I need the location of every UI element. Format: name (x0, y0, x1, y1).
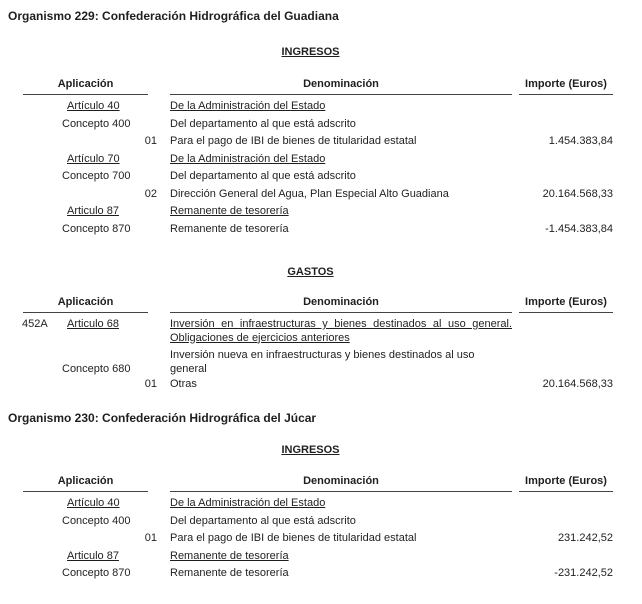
denominacion-cell: Del departamento al que está adscrito (170, 170, 356, 182)
gap-cell (158, 203, 170, 221)
program-cell (8, 186, 56, 204)
program-cell (8, 376, 56, 394)
denominacion-cell: De la Administración del Estado (170, 152, 326, 165)
gap-cell (158, 513, 170, 531)
importe-cell (512, 349, 613, 376)
denominacion-cell: Remanente de tesorería (170, 222, 289, 235)
aplicacion-cell: Concepto 400 (62, 514, 131, 527)
ingresos-230-table (8, 475, 613, 583)
aplicacion-cell: Concepto 400 (62, 117, 131, 130)
aplicacion-cell: Articulo 68 (67, 318, 119, 330)
program-cell (8, 495, 56, 513)
table-row (8, 318, 613, 345)
table-row (8, 221, 613, 239)
column-header-importe: Importe (Euros) (519, 78, 613, 95)
subconcepto-code-cell: 01 (144, 378, 157, 390)
gap-cell (158, 376, 170, 394)
program-cell: 452A (22, 318, 48, 330)
column-header-importe: Importe (Euros) (519, 475, 613, 492)
program-cell (8, 98, 56, 116)
aplicacion-cell: Articulo 87 (67, 205, 119, 217)
gap-cell (158, 186, 170, 204)
importe-cell (512, 116, 613, 134)
table-row (8, 98, 613, 116)
column-header-aplicacion: Aplicación (23, 78, 148, 95)
table-row (8, 168, 613, 186)
ingresos-label: INGRESOS (281, 444, 340, 456)
denominacion-cell: De la Administración del Estado (170, 497, 326, 509)
importe-cell (512, 98, 613, 116)
importe-cell (512, 548, 613, 566)
program-cell (8, 548, 56, 566)
importe-cell (512, 151, 613, 169)
gap-cell (158, 548, 170, 566)
aplicacion-cell: Articulo 87 (67, 549, 119, 562)
organismo-229-heading: Organismo 229: Confederación Hidrográfica del Guadiana (8, 9, 339, 23)
aplicacion-cell: Concepto 870 (62, 567, 131, 579)
gap-cell (158, 565, 170, 583)
importe-cell (512, 203, 613, 221)
ingresos-230-title (8, 444, 613, 456)
aplicacion-cell: Artículo 70 (67, 152, 120, 165)
column-header-denominacion: Denominación (170, 78, 512, 95)
program-cell (8, 168, 56, 186)
table-row (8, 565, 613, 583)
gap-cell (158, 151, 170, 169)
column-header-denominacion: Denominación (170, 296, 512, 313)
column-header-importe: Importe (Euros) (519, 296, 613, 313)
denominacion-cell: Otras (170, 378, 197, 390)
organismo-230-heading: Organismo 230: Confederación Hidrográfica del Júcar (8, 411, 317, 425)
table-header-row (8, 296, 613, 313)
denominacion-cell: Inversión en infraestructuras y bienes destinados al uso general. Obligaciones de ejercicios anteriores (170, 318, 512, 344)
program-cell (8, 565, 56, 583)
program-cell (8, 116, 56, 134)
denominacion-cell: Inversión nueva en infraestructuras y bienes destinados al uso general (170, 349, 475, 375)
importe-cell: 231.242,52 (557, 532, 613, 544)
table-row (8, 548, 613, 566)
column-header-aplicacion: Aplicación (23, 296, 148, 313)
subconcepto-code-cell: 02 (144, 187, 157, 200)
importe-cell (512, 168, 613, 186)
importe-cell (512, 495, 613, 513)
gap-cell (158, 349, 170, 376)
program-cell (8, 349, 56, 376)
denominacion-cell: De la Administración del Estado (170, 100, 326, 112)
gastos-229-title (8, 266, 613, 278)
aplicacion-cell: Concepto 700 (62, 170, 131, 182)
table-row (8, 530, 613, 548)
denominacion-cell: Del departamento al que está adscrito (170, 117, 356, 130)
importe-cell: 20.164.568,33 (542, 187, 613, 200)
table-row (8, 151, 613, 169)
table-header-row (8, 78, 613, 95)
table-row (8, 133, 613, 151)
table-row (8, 349, 613, 376)
aplicacion-cell: Artículo 40 (67, 497, 120, 509)
gap-cell (158, 530, 170, 548)
ingresos-label: INGRESOS (281, 46, 340, 58)
denominacion-cell: Para el pago de IBI de bienes de titularidad estatal (170, 532, 417, 544)
aplicacion-cell: Concepto 870 (62, 222, 131, 235)
subconcepto-code-cell: 01 (144, 532, 157, 544)
gap-cell (158, 98, 170, 116)
importe-cell: 1.454.383,84 (548, 135, 613, 147)
subconcepto-code-cell: 01 (144, 135, 157, 147)
importe-cell: -231.242,52 (554, 567, 613, 579)
program-cell (8, 151, 56, 169)
ingresos-229-title (8, 46, 613, 58)
table-row (8, 116, 613, 134)
aplicacion-cell: Concepto 680 (62, 362, 131, 375)
program-cell (8, 133, 56, 151)
column-header-denominacion: Denominación (170, 475, 512, 492)
program-cell (8, 203, 56, 221)
gap-cell (158, 221, 170, 239)
importe-cell: 20.164.568,33 (542, 378, 613, 390)
denominacion-cell: Del departamento al que está adscrito (170, 514, 356, 527)
program-cell (8, 513, 56, 531)
denominacion-cell: Remanente de tesorería (170, 549, 289, 562)
table-row (8, 376, 613, 394)
program-cell (8, 530, 56, 548)
gap-cell (158, 495, 170, 513)
table-header-row (8, 475, 613, 492)
column-header-aplicacion: Aplicación (23, 475, 148, 492)
ingresos-229-table (8, 78, 613, 238)
table-row (8, 186, 613, 204)
table-row (8, 495, 613, 513)
gap-cell (158, 168, 170, 186)
denominacion-cell: Dirección General del Agua, Plan Especial Alto Guadiana (170, 187, 449, 200)
denominacion-cell: Para el pago de IBI de bienes de titularidad estatal (170, 135, 417, 147)
program-cell (8, 221, 56, 239)
gastos-label: GASTOS (287, 266, 334, 278)
importe-cell (512, 513, 613, 531)
gap-cell (158, 133, 170, 151)
gastos-229-table (8, 296, 613, 394)
denominacion-cell: Remanente de tesorería (170, 567, 289, 579)
table-row (8, 513, 613, 531)
aplicacion-cell: Artículo 40 (67, 100, 120, 112)
gap-cell (158, 116, 170, 134)
denominacion-cell: Remanente de tesorería (170, 205, 289, 217)
table-row (8, 203, 613, 221)
importe-cell: -1.454.383,84 (545, 222, 613, 235)
